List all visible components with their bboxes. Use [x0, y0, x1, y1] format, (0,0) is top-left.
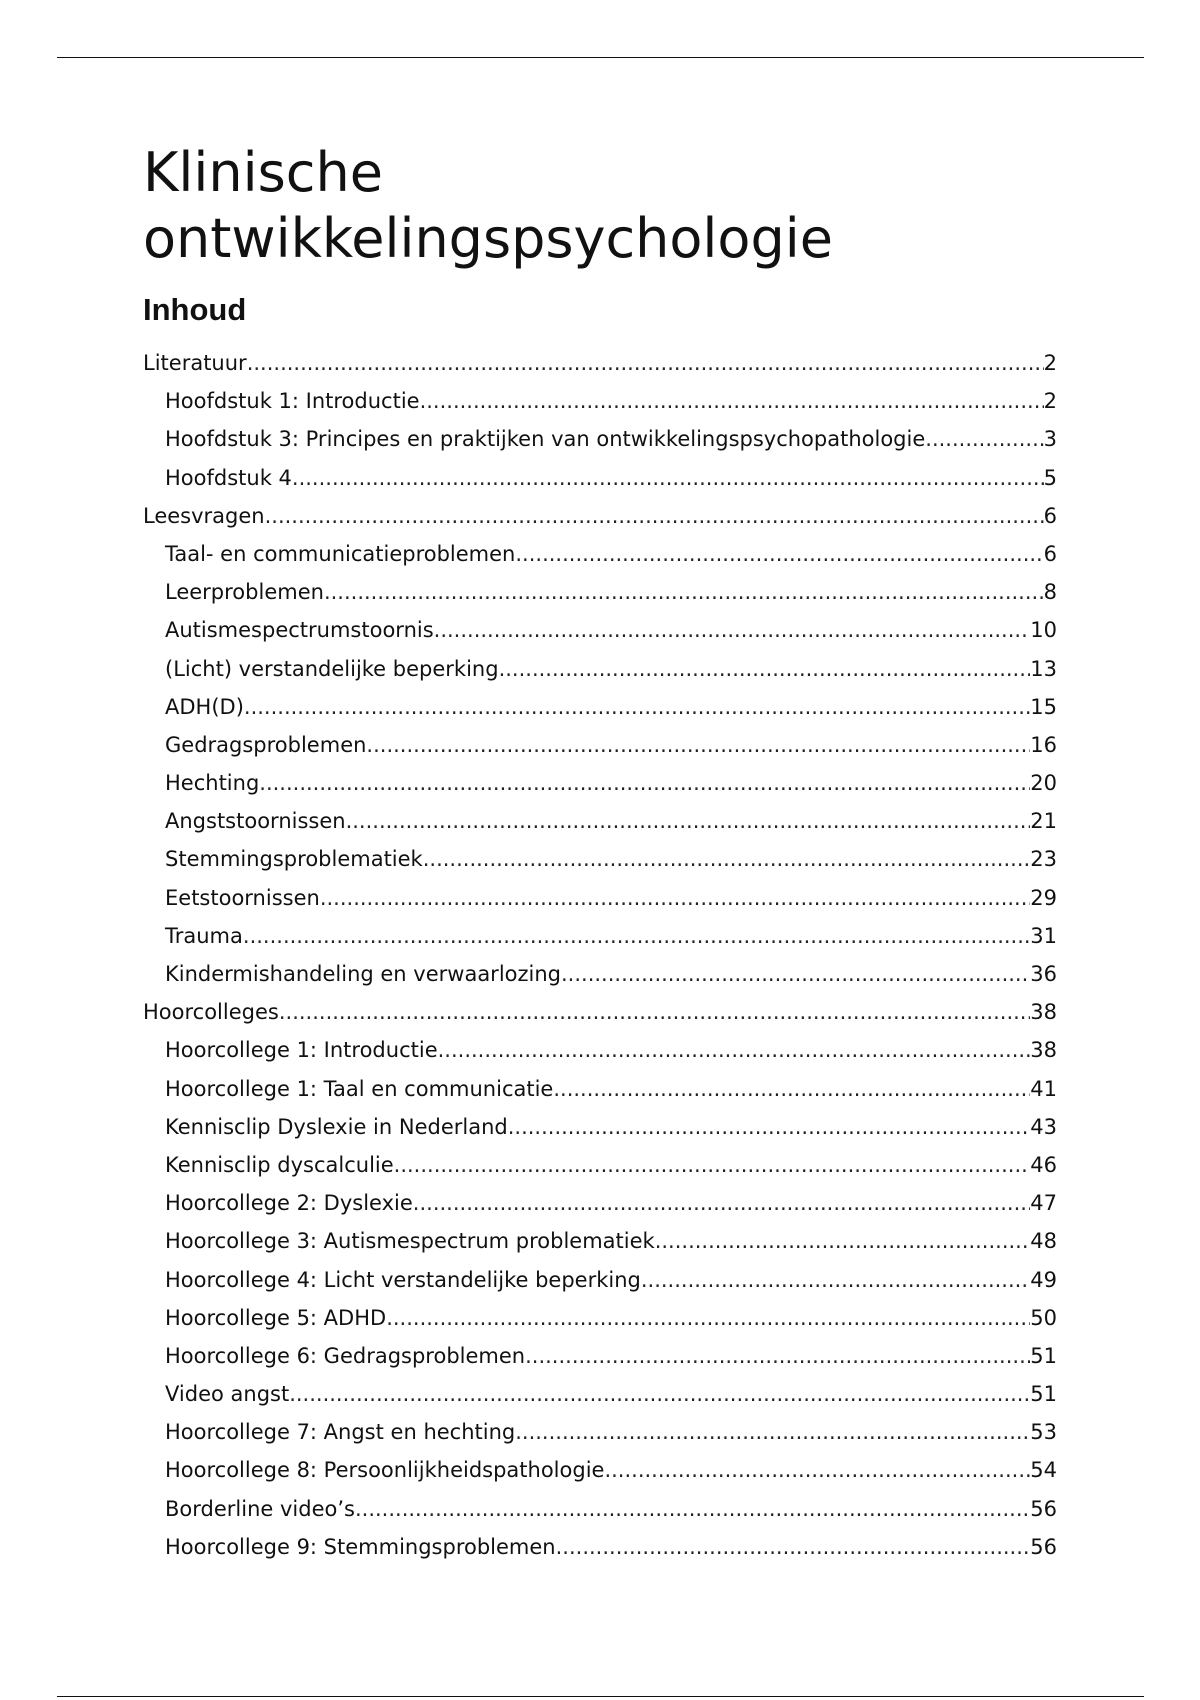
- toc-entry-page-number[interactable]: 36: [1030, 962, 1057, 986]
- toc-dot-leader: [279, 993, 1030, 1031]
- toc-entry-label[interactable]: Hoorcollege 6: Gedragsproblemen: [165, 1343, 526, 1368]
- toc-entry[interactable]: [143, 993, 1057, 1031]
- toc-dot-leader: [556, 1528, 1031, 1566]
- toc-dot-leader: [413, 1184, 1030, 1222]
- toc-dot-leader: [925, 420, 1043, 458]
- toc-entry-page-number[interactable]: 53: [1030, 1420, 1057, 1445]
- toc-entry[interactable]: [143, 917, 1057, 955]
- toc-entry[interactable]: [143, 1261, 1057, 1299]
- toc-entry[interactable]: [143, 955, 1057, 993]
- header-rule: [57, 57, 1144, 58]
- toc-entry[interactable]: [143, 573, 1057, 611]
- toc-entry[interactable]: [143, 1413, 1057, 1451]
- toc-entry-label[interactable]: Hoofdstuk 4: [165, 465, 292, 490]
- toc-dot-leader: [515, 1413, 1030, 1451]
- toc-entry-page-number[interactable]: 51: [1030, 1382, 1057, 1407]
- toc-entry-page-number[interactable]: 2: [1043, 389, 1057, 414]
- toc-entry-page-number[interactable]: 15: [1030, 694, 1057, 719]
- toc-entry-label[interactable]: Stemmingsproblematiek: [165, 847, 423, 872]
- toc-entry[interactable]: [143, 1528, 1057, 1566]
- toc-entry-page-number[interactable]: 43: [1030, 1114, 1057, 1139]
- footer-rule: [57, 1696, 1144, 1697]
- toc-entry-page-number[interactable]: 16: [1030, 732, 1057, 757]
- toc-entry-page-number[interactable]: 38: [1030, 1038, 1057, 1063]
- toc-entry-label[interactable]: Hoofdstuk 1: Introductie: [165, 389, 420, 414]
- toc-entry-page-number[interactable]: 47: [1030, 1191, 1057, 1216]
- toc-entry-label[interactable]: Hoorcolleges: [143, 1000, 279, 1025]
- toc-dot-leader: [265, 497, 1044, 535]
- page-content: [143, 140, 1057, 1566]
- toc-entry-page-number[interactable]: 5: [1043, 465, 1057, 490]
- toc-dot-leader: [655, 1222, 1031, 1260]
- toc-entry[interactable]: [143, 1031, 1057, 1069]
- toc-entry-page-number[interactable]: 20: [1030, 771, 1057, 796]
- document-title-line-2: ontwikkelingspsychologie: [143, 207, 833, 270]
- toc-entry-label[interactable]: Video angst: [165, 1382, 290, 1407]
- toc-entry[interactable]: [143, 1299, 1057, 1337]
- toc-entry-label[interactable]: ADH(D): [165, 694, 244, 719]
- toc-entry-label[interactable]: Kennisclip Dyslexie in Nederland: [165, 1114, 508, 1139]
- toc-entry[interactable]: [143, 382, 1057, 420]
- toc-entry-page-number[interactable]: 56: [1030, 1534, 1057, 1559]
- toc-entry[interactable]: [143, 726, 1057, 764]
- toc-entry-label[interactable]: Hoorcollege 7: Angst en hechting: [165, 1420, 516, 1445]
- toc-dot-leader: [292, 459, 1044, 497]
- toc-dot-leader: [420, 382, 1044, 420]
- toc-entry[interactable]: [143, 802, 1057, 840]
- toc-entry-label[interactable]: Taal- en communicatieproblemen: [165, 541, 516, 566]
- toc-entry-label[interactable]: Gedragsproblemen: [165, 732, 367, 757]
- toc-entry-label[interactable]: Hoorcollege 2: Dyslexie: [165, 1191, 413, 1216]
- toc-dot-leader: [434, 611, 1031, 649]
- toc-entry[interactable]: [143, 420, 1057, 458]
- toc-entry-page-number[interactable]: 6: [1043, 503, 1057, 528]
- toc-entry[interactable]: [143, 535, 1057, 573]
- toc-entry-page-number[interactable]: 10: [1030, 618, 1057, 643]
- toc-dot-leader: [499, 650, 1031, 688]
- toc-entry[interactable]: [143, 611, 1057, 649]
- toc-entry[interactable]: [143, 497, 1057, 535]
- toc-entry-label[interactable]: Leesvragen: [143, 503, 265, 528]
- toc-entry[interactable]: [143, 1108, 1057, 1146]
- toc-dot-leader: [244, 688, 1030, 726]
- toc-entry[interactable]: [143, 1070, 1057, 1108]
- toc-entry-page-number[interactable]: 38: [1030, 1000, 1057, 1025]
- toc-entry[interactable]: [143, 764, 1057, 802]
- toc-dot-leader: [515, 535, 1043, 573]
- toc-entry[interactable]: [143, 459, 1057, 497]
- toc-entry-label[interactable]: Eetstoornissen: [165, 885, 320, 910]
- toc-dot-leader: [386, 1299, 1030, 1337]
- toc-entry-page-number[interactable]: 54: [1030, 1458, 1057, 1483]
- table-of-contents: [143, 344, 1057, 1566]
- document-title: [143, 140, 1057, 272]
- toc-entry-page-number[interactable]: 46: [1030, 1152, 1057, 1177]
- toc-dot-leader: [259, 764, 1030, 802]
- toc-entry-page-number[interactable]: 13: [1030, 656, 1057, 681]
- toc-entry[interactable]: [143, 1146, 1057, 1184]
- toc-entry-label[interactable]: Hoorcollege 4: Licht verstandelijke beperking: [165, 1267, 641, 1292]
- toc-entry-page-number[interactable]: 48: [1030, 1229, 1057, 1254]
- toc-dot-leader: [604, 1451, 1030, 1489]
- toc-dot-leader: [324, 573, 1044, 611]
- toc-heading: Inhoud: [143, 292, 247, 327]
- toc-dot-leader: [346, 802, 1031, 840]
- toc-entry[interactable]: [143, 1451, 1057, 1489]
- toc-dot-leader: [508, 1108, 1031, 1146]
- toc-entry[interactable]: [143, 1375, 1057, 1413]
- toc-entry-page-number[interactable]: 21: [1030, 809, 1057, 834]
- toc-entry[interactable]: [143, 650, 1057, 688]
- toc-dot-leader: [561, 955, 1030, 993]
- toc-entry[interactable]: [143, 840, 1057, 878]
- toc-entry-page-number[interactable]: 41: [1030, 1076, 1057, 1101]
- toc-entry[interactable]: [143, 1490, 1057, 1528]
- toc-dot-leader: [355, 1490, 1030, 1528]
- toc-dot-leader: [243, 917, 1030, 955]
- toc-entry-label[interactable]: Angststoornissen: [165, 809, 346, 834]
- toc-dot-leader: [525, 1337, 1030, 1375]
- toc-entry-page-number[interactable]: 2: [1043, 351, 1057, 375]
- toc-entry-label[interactable]: Hoofdstuk 3: Principes en praktijken van ontwikkelingspsychopathologie: [165, 427, 926, 452]
- toc-dot-leader: [438, 1031, 1031, 1069]
- toc-dot-leader: [423, 840, 1031, 878]
- toc-entry-label[interactable]: Autismespectrumstoornis: [165, 618, 434, 643]
- toc-entry-page-number[interactable]: 49: [1030, 1267, 1057, 1292]
- toc-entry-label[interactable]: Hoorcollege 8: Persoonlijkheidspathologie: [165, 1458, 605, 1483]
- toc-entry[interactable]: [143, 1184, 1057, 1222]
- toc-entry[interactable]: [143, 344, 1057, 382]
- toc-entry-label[interactable]: Leerproblemen: [165, 580, 324, 605]
- toc-entry-page-number[interactable]: 56: [1030, 1496, 1057, 1521]
- toc-dot-leader: [320, 879, 1030, 917]
- toc-entry-page-number[interactable]: 50: [1030, 1305, 1057, 1330]
- document-title-line-1: Klinische: [143, 141, 383, 204]
- toc-entry[interactable]: [143, 1222, 1057, 1260]
- toc-entry-label[interactable]: Hoorcollege 1: Introductie: [165, 1038, 438, 1063]
- toc-dot-leader: [641, 1261, 1030, 1299]
- toc-entry[interactable]: [143, 1337, 1057, 1375]
- toc-entry-page-number[interactable]: 31: [1030, 923, 1057, 948]
- toc-entry-label[interactable]: (Licht) verstandelijke beperking: [165, 656, 499, 681]
- toc-entry-label[interactable]: Hoorcollege 3: Autismespectrum problematiek: [165, 1229, 655, 1254]
- toc-entry-page-number[interactable]: 23: [1030, 847, 1057, 872]
- toc-dot-leader: [366, 726, 1030, 764]
- toc-entry[interactable]: [143, 879, 1057, 917]
- toc-entry-label[interactable]: Hoorcollege 9: Stemmingsproblemen: [165, 1534, 556, 1559]
- toc-entry-page-number[interactable]: 6: [1043, 541, 1057, 566]
- toc-entry-label[interactable]: Hechting: [165, 771, 260, 796]
- toc-entry-label[interactable]: Hoorcollege 1: Taal en communicatie: [165, 1076, 554, 1101]
- toc-dot-leader: [247, 344, 1044, 382]
- toc-entry-label[interactable]: Kindermishandeling en verwaarlozing: [165, 962, 561, 986]
- toc-dot-leader: [289, 1375, 1030, 1413]
- toc-entry-label[interactable]: Hoorcollege 5: ADHD: [165, 1305, 387, 1330]
- toc-entry-label[interactable]: Borderline video’s: [165, 1496, 355, 1521]
- toc-dot-leader: [394, 1146, 1031, 1184]
- toc-entry-label[interactable]: Trauma: [165, 923, 243, 948]
- toc-entry-page-number[interactable]: 8: [1043, 580, 1057, 605]
- toc-dot-leader: [553, 1070, 1030, 1108]
- toc-entry-page-number[interactable]: 3: [1043, 427, 1057, 452]
- toc-entry-page-number[interactable]: 51: [1030, 1343, 1057, 1368]
- toc-entry[interactable]: [143, 688, 1057, 726]
- toc-entry-page-number[interactable]: 29: [1030, 885, 1057, 910]
- toc-entry-label[interactable]: Literatuur: [143, 351, 247, 375]
- toc-entry-label[interactable]: Kennisclip dyscalculie: [165, 1152, 394, 1177]
